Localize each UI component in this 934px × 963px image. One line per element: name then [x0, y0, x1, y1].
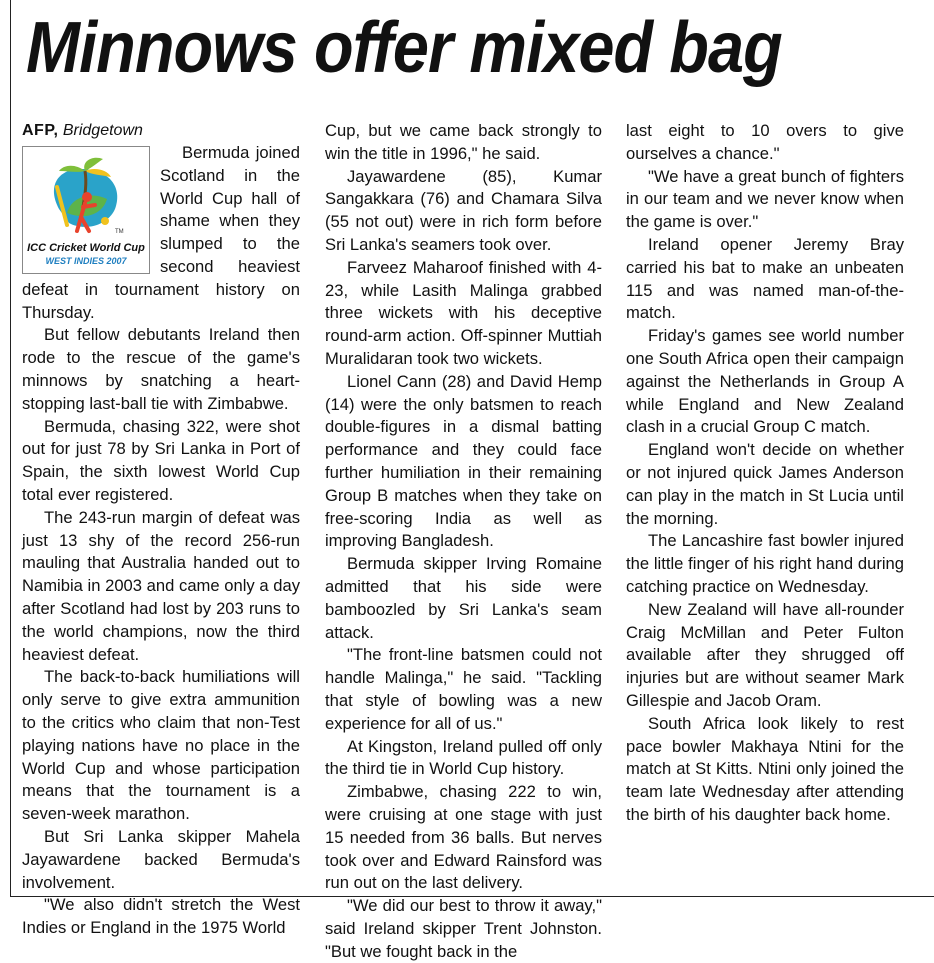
paragraph: Jayawardene (85), Kumar Sangakkara (76) and Chamara Silva (55 not out) were in rich form before Sri Lanka's seamers took over. [325, 166, 602, 254]
column-1 [22, 120, 300, 940]
paragraph: The Lancashire fast bowler injured the little finger of his right hand during catching practice on Wednesday. [626, 531, 904, 596]
paragraph: Bermuda skipper Irving Romaine admitted that his side were bamboozled by Sri Lanka's seam attack. [325, 554, 602, 642]
paragraph: last eight to 10 overs to give ourselves a chance." [626, 121, 904, 163]
byline-location: Bridgetown [62, 122, 143, 139]
paragraph: Bermuda, chasing 322, were shot out for just 78 by Sri Lanka in Port of Spain, the sixth lowest World Cup total ever registered. [22, 416, 300, 504]
byline [22, 120, 300, 142]
left-rule [10, 0, 11, 896]
paragraph: South Africa look likely to rest pace bowler Makhaya Ntini for the match at St Kitts. Ntini only joined the team late Wednesday after attending the birth of his daughter back home. [626, 713, 904, 824]
paragraph: England won't decide on whether or not injured quick James Anderson can play in the match in St Lucia until the morning. [626, 440, 904, 528]
paragraph: Ireland opener Jeremy Bray carried his bat to make an unbeaten 115 and was named man-of-the-match. [626, 234, 904, 323]
paragraph: Bermuda joined Scotland in the World Cup hall of shame when they slumped to the second heaviest defeat in tournament history on Thursday. [22, 143, 300, 322]
paragraph: Farveez Maharoof finished with 4-23, while Lasith Malinga grabbed three wickets with his deceptive round-arm action. Off-spinner Muttiah Muralidaran took two wickets. [325, 257, 602, 368]
paragraph: "We also didn't stretch the West Indies or England in the 1975 World [22, 895, 300, 938]
paragraph: The back-to-back humiliations will only serve to give extra ammunition to the critics who claim that non-Test playing nations have no place in the World Cup and whose participation means that the tournament is a seven-week marathon. [22, 667, 300, 824]
paragraph: Lionel Cann (28) and David Hemp (14) were the only batsmen to reach double-figures in a dismal batting performance and they could face further humiliation in their remaining Group B matches when they take on free-scoring India as well as improving Bangladesh. [325, 371, 602, 551]
paragraph: New Zealand will have all-rounder Craig McMillan and Peter Fulton available after they shrugged off injuries but are without seamer Mark Gillespie and Jacob Oram. [626, 599, 904, 710]
paragraph: Cup, but we came back strongly to win the title in 1996," he said. [325, 121, 602, 163]
headline: Minnows offer mixed bag [26, 8, 782, 88]
paragraph: Zimbabwe, chasing 222 to win, were cruising at one stage with just 15 needed from 36 balls. But nerves took over and Edward Rainsford was run out on the last delivery. [325, 782, 602, 893]
logo-subtitle: WEST INDIES 2007 [45, 256, 127, 266]
column-2 [325, 120, 602, 963]
logo-tm: TM [115, 229, 124, 235]
logo-title: ICC Cricket World Cup [27, 242, 145, 254]
paragraph: "We did our best to throw it away," said Ireland skipper Trent Johnston. "But we fought back in the [325, 896, 602, 961]
paragraph: Friday's games see world number one South Africa open their campaign against the Netherlands in Group A while England and New Zealand clash in a crucial Group C match. [626, 326, 904, 437]
paragraph: But Sri Lanka skipper Mahela Jayawardene backed Bermuda's involvement. [22, 826, 300, 892]
byline-agency: AFP, [22, 122, 59, 139]
paragraph: At Kingston, Ireland pulled off only the third tie in World Cup history. [325, 736, 602, 779]
paragraph: "We have a great bunch of fighters in our team and we never know when the game is over." [626, 166, 904, 232]
paragraph: The 243-run margin of defeat was just 13 shy of the record 256-run mauling that Australia handed out to Namibia in 2003 and came only a day after Scotland had lost by 203 runs to the world champions, now the third heaviest defeat. [22, 507, 300, 664]
column-3 [626, 120, 904, 827]
world-cup-logo [22, 146, 150, 274]
paragraph: "The front-line batsmen could not handle Malinga," he said. "Tackling that style of bowling was a new experience for all of us." [325, 645, 602, 733]
paragraph: But fellow debutants Ireland then rode to the rescue of the game's minnows by snatching a heart-stopping last-ball tie with Zimbabwe. [22, 325, 300, 413]
